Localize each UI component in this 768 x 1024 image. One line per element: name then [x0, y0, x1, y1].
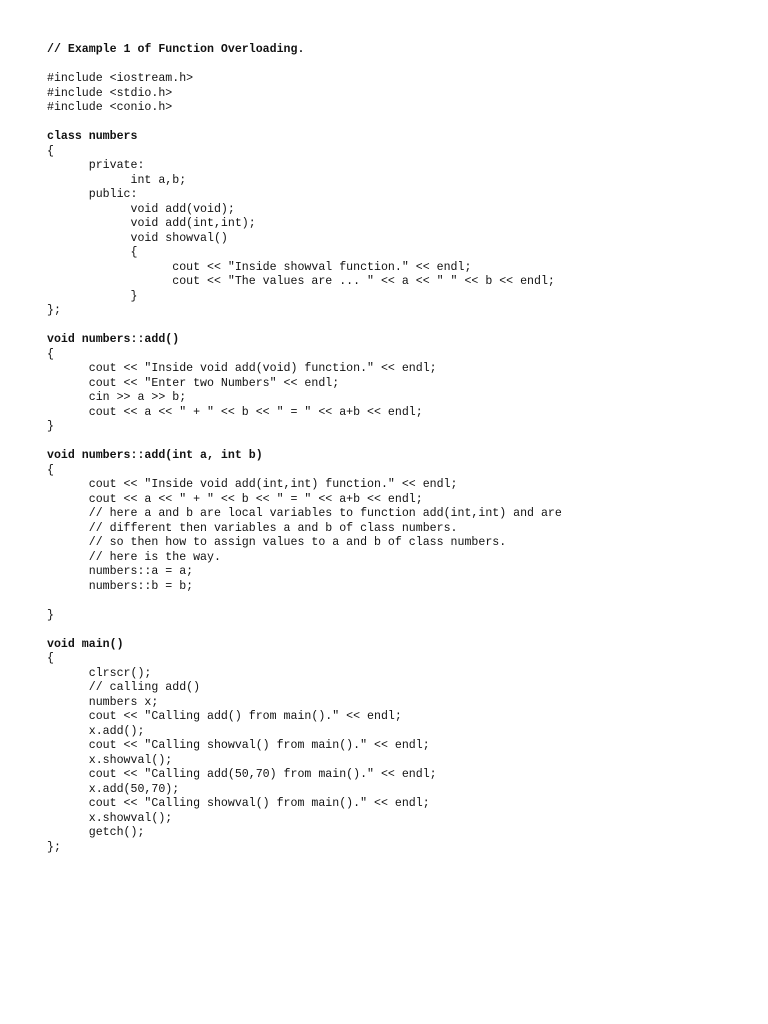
code-line: } — [47, 608, 54, 622]
code-line: cout << a << " + " << b << " = " << a+b << endl; — [47, 492, 423, 506]
code-line: numbers::b = b; — [47, 579, 194, 593]
code-line: cout << "Inside void add(void) function." << endl; — [47, 362, 437, 375]
code-line: x.add(50,70); — [47, 782, 180, 796]
code-line: public: — [47, 188, 138, 201]
code-line: { — [47, 463, 54, 477]
code-line: { — [47, 144, 54, 158]
code-line: #include <conio.h> — [47, 101, 173, 114]
code-line: void add(int,int); — [47, 217, 256, 230]
code-line: void main() — [47, 637, 124, 651]
code-line: } — [47, 420, 54, 433]
code-listing — [47, 43, 562, 855]
code-line: cout << "Enter two Numbers" << endl; — [47, 376, 340, 390]
code-line: int a,b; — [47, 173, 187, 187]
code-line: #include <iostream.h> — [47, 72, 194, 85]
blank-line — [47, 623, 562, 638]
code-line: cout << "Inside showval function." << endl; — [47, 260, 472, 274]
code-line: } — [47, 289, 138, 303]
code-line: numbers x; — [47, 695, 159, 709]
code-line: void numbers::add() — [47, 333, 180, 346]
code-line: cout << "Inside void add(int,int) function." << endl; — [47, 478, 458, 491]
blank-line — [47, 319, 562, 334]
code-line: }; — [47, 304, 61, 317]
code-line: cout << "The values are ... " << a << " " << b << endl; — [47, 275, 555, 288]
code-line: // different then variables a and b of class numbers. — [47, 521, 458, 535]
code-line: { — [47, 652, 54, 665]
code-line: getch(); — [47, 826, 145, 839]
code-line: #include <stdio.h> — [47, 86, 173, 100]
blank-line — [47, 116, 562, 131]
blank-line — [47, 594, 562, 609]
code-line: numbers::a = a; — [47, 565, 194, 578]
code-line: cout << a << " + " << b << " = " << a+b << endl; — [47, 405, 423, 419]
code-line: x.showval(); — [47, 811, 173, 825]
code-line: { — [47, 347, 54, 361]
code-line: // here is the way. — [47, 550, 221, 564]
code-line: cout << "Calling showval() from main()." << endl; — [47, 739, 430, 752]
code-line: private: — [47, 159, 145, 172]
code-line: { — [47, 246, 138, 259]
code-line: x.showval(); — [47, 753, 173, 767]
code-line: cout << "Calling add(50,70) from main()." << endl; — [47, 768, 437, 781]
code-line: cout << "Calling showval() from main()." << endl; — [47, 797, 430, 810]
code-line: void showval() — [47, 231, 228, 245]
code-line: cout << "Calling add() from main()." << endl; — [47, 710, 402, 723]
code-line: // so then how to assign values to a and b of class numbers. — [47, 536, 507, 549]
code-line: // calling add() — [47, 681, 201, 694]
code-line: }; — [47, 840, 61, 854]
code-line: // Example 1 of Function Overloading. — [47, 43, 305, 56]
blank-line — [47, 58, 562, 73]
code-line: clrscr(); — [47, 666, 152, 680]
code-line: void add(void); — [47, 202, 235, 216]
blank-line — [47, 435, 562, 450]
code-line: // here a and b are local variables to function add(int,int) and are — [47, 507, 562, 520]
code-line: x.add(); — [47, 724, 145, 738]
code-line: class numbers — [47, 130, 138, 143]
code-line: cin >> a >> b; — [47, 391, 187, 404]
code-line: void numbers::add(int a, int b) — [47, 449, 263, 462]
